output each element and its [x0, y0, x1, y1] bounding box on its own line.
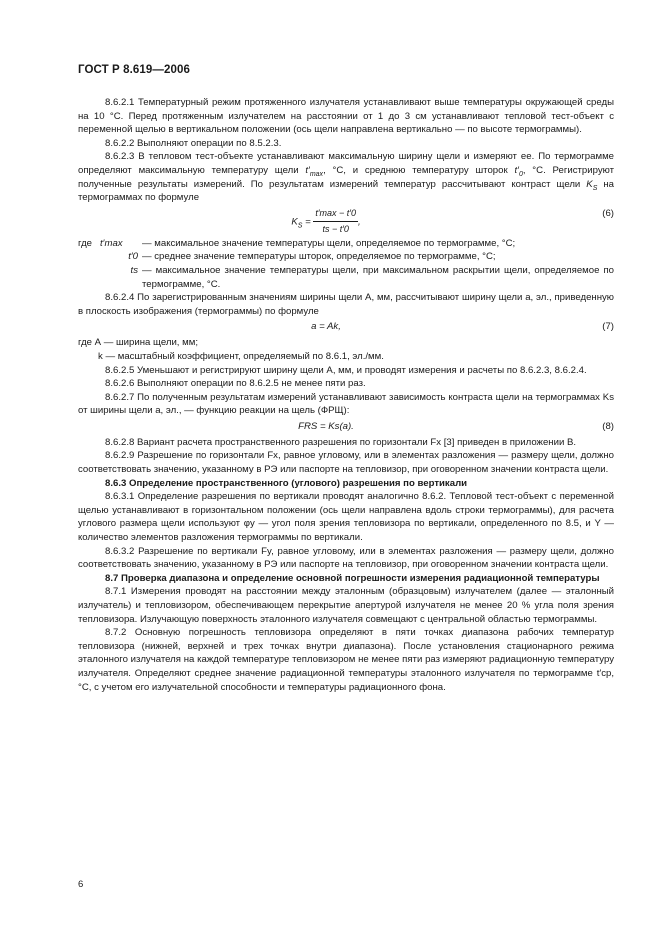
- formula-6-fraction: $\frac{t'\max - t'0}{ts - t'0}$: [315, 207, 356, 235]
- page-number: 6: [78, 879, 84, 890]
- formula-7-number: (7): [602, 321, 614, 333]
- para-8-6-2-4: 8.6.2.4 По зарегистрированным значениям ширины щели А, мм, рассчитывают ширину щели а, эл., приведенную в плоскость изображения (термограммы) по формуле: [78, 292, 614, 317]
- where-item: где t′max — максимальное значение температуры щели, определяемое по термограмме, °С;: [78, 237, 516, 249]
- para-8-6-2-1: 8.6.2.1 Температурный режим протяженного излучателя устанавливают выше температуры окружающей среды на 10 °С. Перед протяженным излучателем на расстоянии от 1 до 3 см устанавливают тепловой тест-объект с переменной щелью в вертикальном положении (ось щели направлена вертикально — по высоте термограммы).: [78, 97, 614, 136]
- para-8-6-2-7: 8.6.2.7 По полученным результатам измерений устанавливают зависимость контраста щели на термограммах Ks от ширины щели а, эл., — функцию реакции на щель (ФРЩ):: [78, 391, 614, 417]
- para-8-6-2-9: 8.6.2.9 Разрешение по горизонтали Fx, равное угловому, или в элементах разложения — размеру щели, должно соответствовать значению, указанному в РЭ или паспорте на тепловизор, при оговоренном значении контраста щели.: [78, 450, 614, 476]
- heading-8-6-3: 8.6.3 Определение пространственного (углового) разрешения по вертикали: [105, 477, 468, 489]
- para-8-6-2-6: 8.6.2.6 Выполняют операции по 8.6.2.5 не менее пяти раз.: [105, 378, 366, 390]
- where-list-1: [78, 237, 614, 291]
- heading-8-7: 8.7 Проверка диапазона и определение основной погрешности измерения радиационной температуры: [105, 572, 600, 584]
- para-8-6-2-3: 8.6.2.3 В тепловом тест-объекте устанавливают максимальную ширину щели и измеряют ее. По термограмме определяют максимальную температуру щели $t'_{max}$, °С, и среднюю температуру шторок $t'_0$, °С. Регистрируют полученные результаты измерений. По результатам измерений температур рассчитывают контраст щели $K_S$ на термограммах по формуле: [78, 151, 614, 204]
- formula-6-number: (6): [602, 207, 614, 219]
- formula-6: $K_S$ = $\frac{t'\max - t'0}{ts - t'0}$ , (6): [78, 207, 614, 235]
- where-item: t′0 — среднее значение температуры шторок, определяемое по термограмме, °С;: [128, 251, 496, 263]
- para-8-7-2: 8.7.2 Основную погрешность тепловизора определяют в пяти точках диапазона рабочих температур тепловизора (нижней, верхней и трех точках внутри диапазона). После установления стационарного режима эталонного излучателя на каждой температуре тепловизором не менее пяти раз измеряют радиационную температуру излучателя. Определяют среднее значение радиационной температуры эталонного излучателя по термограмме t′ср, °С, с учетом его излучательной способности и температуры радиационного фона.: [78, 627, 614, 693]
- para-8-7-1: 8.7.1 Измерения проводят на расстоянии между эталонным (образцовым) излучателем (далее — эталонный излучатель) и тепловизором, обеспечивающем перекрытие апертурой излучателя не менее 20 % угла поля зрения тепловизора. Излучающую поверхность эталонного излучателя совмещают с центральной областью термограммы.: [78, 586, 614, 625]
- para-8-6-3-1: 8.6.3.1 Определение разрешения по вертикали проводят аналогично 8.6.2. Тепловой тест-объект с переменной щелью устанавливают в горизонтальном положении (ось щели направлена вдоль строки термограммы), для расчета углового размера щели используют φy — угол поля зрения тепловизора по вертикали, определенного по 8.5, и Y — количество элементов разложения термограммы по вертикали.: [78, 491, 614, 544]
- where-list-2-a: где А — ширина щели, мм;: [78, 337, 198, 349]
- para-8-6-3-2: 8.6.3.2 Разрешение по вертикали Fy, равное угловому, или в элементах разложения — размеру щели, должно соответствовать значению, указанному в РЭ или паспорте на тепловизор, при оговоренном значении контраста щели.: [78, 545, 614, 571]
- where-item: ts — максимальное значение температуры щели, при максимальном раскрытии щели, определяемое по термограмме, °С.: [130, 264, 614, 290]
- where-list-2-k: k — масштабный коэффициент, определяемый по 8.6.1, эл./мм.: [98, 350, 384, 362]
- formula-8-number: (8): [602, 420, 614, 432]
- formula-8: FRS = Ks(a). (8): [298, 420, 614, 432]
- para-8-6-2-8: 8.6.2.8 Вариант расчета пространственного разрешения по горизонтали Fx [3] приведен в приложении В.: [105, 436, 577, 448]
- document-header: ГОСТ Р 8.619—2006: [78, 64, 190, 76]
- para-8-6-2-2: 8.6.2.2 Выполняют операции по 8.5.2.3.: [105, 137, 282, 149]
- formula-7: a = Ak, (7): [311, 321, 614, 333]
- document-body: [78, 96, 614, 694]
- para-8-6-2-5: 8.6.2.5 Уменьшают и регистрируют ширину щели А, мм, и проводят измерения и расчеты по 8.6.2.3, 8.6.2.4.: [105, 364, 587, 376]
